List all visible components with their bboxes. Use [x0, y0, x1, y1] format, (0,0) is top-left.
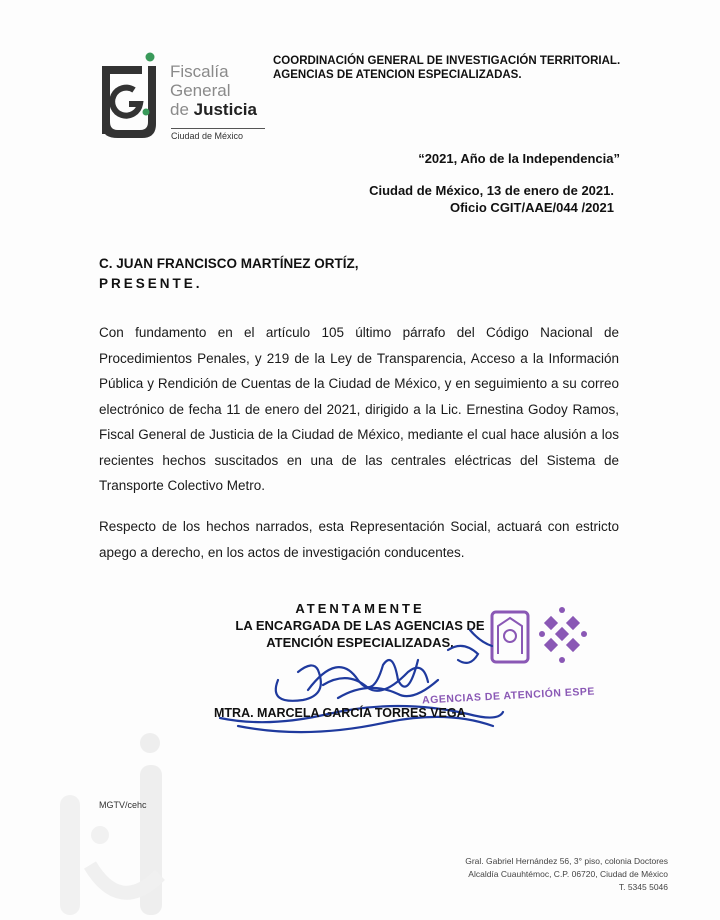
addressee: [99, 254, 359, 294]
logo-line-3: [170, 100, 257, 119]
closing-title-line-1: LA ENCARGADA DE LAS AGENCIAS DE: [235, 618, 485, 633]
office-number: Oficio CGIT/AAE/044 /2021: [449, 200, 614, 215]
header-line-2: AGENCIAS DE ATENCION ESPECIALIZADAS.: [273, 69, 522, 81]
signer-name: MTRA. MARCELA GARCÍA TORRES VEGA: [214, 706, 466, 720]
fgj-emblem-icon: [98, 52, 162, 140]
logo-line-2: General: [170, 81, 231, 100]
year-motto: “2021, Año de la Independencia”: [418, 151, 620, 166]
reference-initials: MGTV/cehc: [99, 800, 147, 810]
body-paragraph-2: Respecto de los hechos narrados, esta Representación Social, actuará con estricto apego a derecho, en los actos de investigación conducentes.: [99, 519, 619, 560]
logo-subtitle: Ciudad de México: [171, 128, 265, 141]
official-stamp: AGENCIAS DE ATENCIÓN ESPE: [421, 685, 596, 707]
watermark-logo-icon: [40, 725, 200, 920]
closing-atentamente: ATENTAMENTE: [295, 601, 425, 616]
footer-phone: T. 5345 5046: [618, 882, 668, 892]
presente-label: PRESENTE.: [99, 276, 203, 291]
fgj-logo: [98, 52, 268, 144]
footer-address: [465, 855, 668, 894]
logo-line-1: Fiscalía: [170, 62, 229, 81]
letter-header: [273, 54, 673, 82]
addressee-name: C. JUAN FRANCISCO MARTÍNEZ ORTÍZ,: [99, 256, 359, 271]
closing-title-line-2: ATENCIÓN ESPECIALIZADAS.: [266, 635, 454, 650]
footer-line-1: Gral. Gabriel Hernández 56, 3° piso, colonia Doctores: [465, 856, 668, 866]
handwritten-signature-icon: [208, 610, 508, 750]
header-line-1: COORDINACIÓN GENERAL DE INVESTIGACIÓN TERRITORIAL.: [273, 55, 621, 67]
logo-wordmark: [170, 62, 257, 119]
logo-line-3-prefix: de: [170, 100, 194, 119]
footer-line-2: Alcaldía Cuauhtémoc, C.P. 06720, Ciudad de México: [468, 869, 668, 879]
body-paragraph-1: Con fundamento en el artículo 105 último párrafo del Código Nacional de Procedimientos Penales, y 219 de la Ley de Transparencia, Acceso a la Información Pública y Rendición de Cuentas de la Ciudad de México, y en seguimiento a su correo electrónico de fecha 11 de enero del 2021, dirigido a la Lic. Ernestina Godoy Ramos, Fiscal General de Justicia de la Ciudad de México, mediante el cual hace alusión a los recientes hechos suscitados en una de las centrales eléctricas del Sistema de Transporte Colectivo Metro.: [99, 325, 619, 493]
place-date: Ciudad de México, 13 de enero de 2021.: [369, 183, 614, 198]
logo-line-3-strong: Justicia: [193, 100, 257, 119]
